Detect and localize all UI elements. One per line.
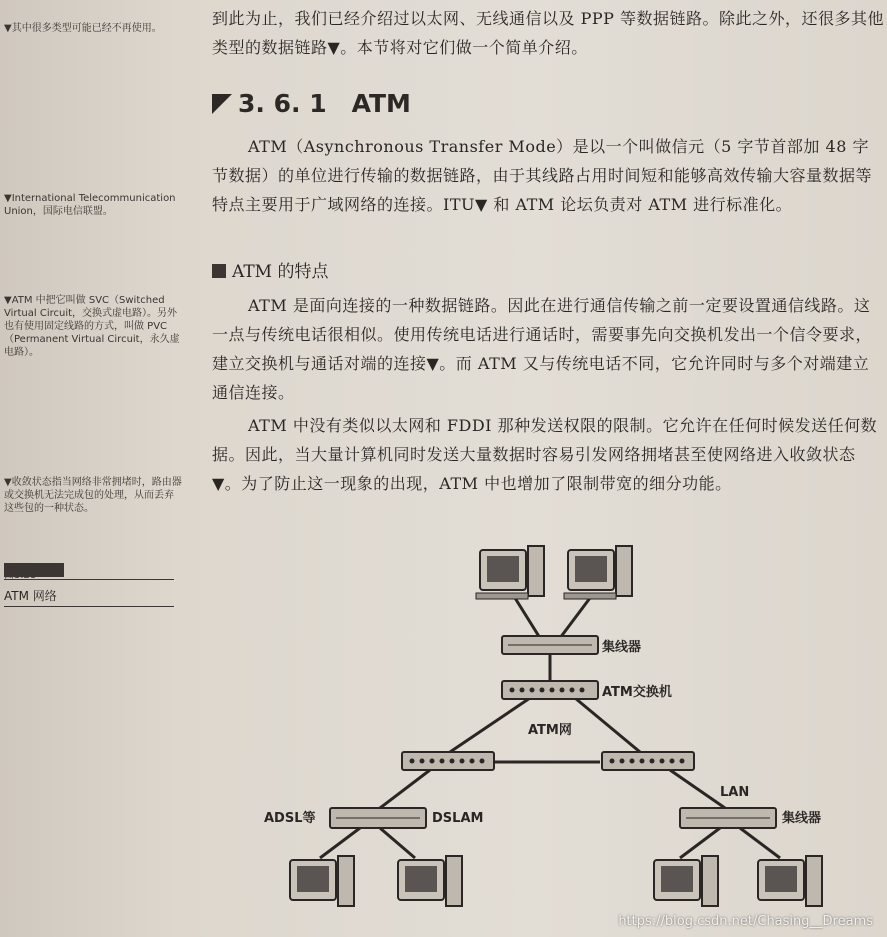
section-title: 3. 6. 1 ATM (238, 89, 411, 118)
figure-rule-bottom (4, 606, 174, 607)
computer-icon (476, 546, 544, 599)
lan-label: LAN (720, 785, 750, 800)
computer-icon (654, 856, 718, 906)
figure-number-tag (4, 563, 64, 581)
hub-right-icon (680, 808, 776, 828)
atm-switch-left-icon (402, 752, 494, 770)
computer-icon (398, 856, 462, 906)
margin-note-4: ▼收敛状态指当网络非常拥堵时，路由器或交换机无法完成包的处理，从而丢弃这些包的一种状态。 (4, 477, 182, 514)
subsection-heading (212, 257, 329, 282)
margin-note-2: ▼International Telecommunication Union，国际电信联盟。 (4, 193, 176, 217)
figure-caption: ATM 网络 (4, 589, 57, 603)
square-bullet-icon (212, 264, 226, 278)
computer-icon (564, 546, 632, 599)
paragraph-atm-intro: ATM（Asynchronous Transfer Mode）是以一个叫做信元（5 字节首部加 48 字节数据）的单位进行传输的数据链路，由于其线路占用时间短和能够高效传输大容量数据等特点主要用于广域网络的连接。ITU▼ 和 ATM 论坛负责对 ATM 进行标准化。 (212, 137, 873, 214)
subsection-title: ATM 的特点 (232, 262, 329, 282)
hub-right-label: 集线器 (782, 811, 822, 826)
atm-network-diagram (250, 538, 870, 937)
watermark: https://blog.csdn.net/Chasing__Dreams (618, 914, 873, 929)
figure-rule-top (4, 579, 174, 580)
atm-switch-icon (502, 681, 598, 699)
paragraph-atm-congestion: ATM 中没有类似以太网和 FDDI 那种发送权限的限制。它允许在任何时候发送任何数据。因此，当大量计算机同时发送大量数据时容易引发网络拥堵甚至使网络进入收敛状态▼。为了防止这一现象的出现，ATM 中也增加了限制带宽的细分功能。 (212, 416, 878, 493)
computer-icon (758, 856, 822, 906)
adsl-label: ADSL等 (264, 811, 316, 826)
atm-switch-right-icon (602, 752, 694, 770)
atm-network-label: ATM网 (528, 723, 572, 738)
computer-icon (290, 856, 354, 906)
margin-note-3: ▼ATM 中把它叫做 SVC（Switched Virtual Circuit，交换式虚电路）。另外也有使用固定线路的方式，叫做 PVC（Permanent Virtual Circuit，永久虚电路）。 (4, 295, 180, 358)
section-heading (212, 84, 411, 120)
paragraph-atm-connection: ATM 是面向连接的一种数据链路。因此在进行通信传输之前一定要设置通信线路。这一点与传统电话很相似。使用传统电话进行通话时，需要事先向交换机发出一个信令要求，建立交换机与通话对端的连接▼。而 ATM 又与传统电话不同，它允许同时与多个对端建立通信连接。 (212, 296, 873, 402)
dslam-label: DSLAM (432, 811, 484, 826)
hub-top-label: 集线器 (602, 640, 642, 655)
atm-switch-label: ATM交换机 (602, 685, 672, 700)
dslam-icon (330, 808, 426, 828)
figure-number: 图3.28 (4, 570, 37, 581)
margin-note-1: ▼其中很多类型可能已经不再使用。 (4, 23, 162, 34)
hub-icon (502, 636, 598, 654)
heading-flag-icon (212, 94, 232, 114)
intro-paragraph: 到此为止，我们已经介绍过以太网、无线通信以及 PPP 等数据链路。除此之外，还很多其他类型的数据链路▼。本节将对它们做一个简单介绍。 (212, 9, 884, 57)
